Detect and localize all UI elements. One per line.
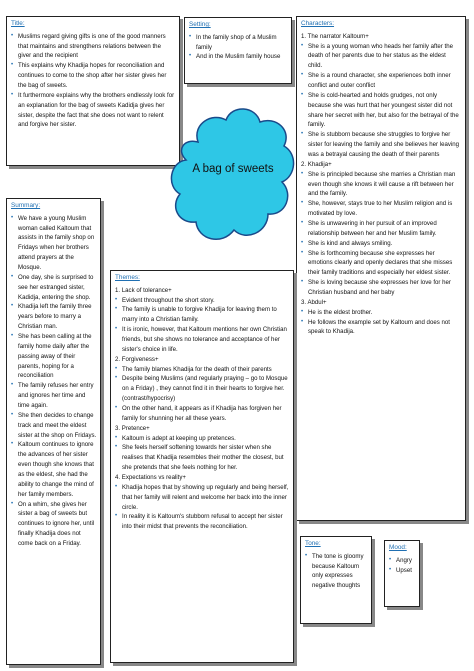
bullet-icon: • <box>115 326 118 333</box>
characters-heading: Characters: <box>301 20 335 27</box>
list-item: • Kaltoum continues to ignore the advances of her sister even though she knows that as the eldest, she had the ability to change the mind of her family members. <box>11 441 94 498</box>
list-item: • On the other hand, it appears as if Khadija has forgiven her family for shunning her all these years. <box>115 405 282 422</box>
bullet-icon: • <box>189 33 192 40</box>
bullet-icon: • <box>301 279 304 286</box>
bullet-icon: • <box>115 434 118 441</box>
list-item: • She then decides to change track and meet the eldest sister at the shop on Fridays. <box>11 411 97 439</box>
bullet-icon: • <box>115 375 118 382</box>
bullet-icon: • <box>115 365 118 372</box>
bullet-icon: • <box>11 214 14 221</box>
bullet-icon: • <box>115 513 118 520</box>
themes-list <box>115 286 289 532</box>
bullet-icon: • <box>11 303 14 310</box>
list-item: • In reality it is Kaltoum's stubborn refusal to accept her sister into their midst that prevents the reconciliation. <box>115 513 283 531</box>
section-label: 2. Forgiveness+ <box>115 355 159 363</box>
cloud-shape <box>168 98 298 256</box>
list-item: • The tone is gloomy because Kaltoum only expresses negative thoughts <box>305 552 364 590</box>
section-label: 3. Pretence+ <box>115 424 150 432</box>
cloud-label: A bag of sweets <box>192 163 274 175</box>
list-item: • She is a round character, she experiences both inner conflict and outer conflict <box>301 72 451 89</box>
bullet-icon: • <box>11 91 14 98</box>
section-label: 2. Khadija+ <box>301 160 332 168</box>
list-item: • Upset <box>389 566 412 574</box>
setting-box <box>184 17 292 84</box>
bullet-icon: • <box>11 62 14 69</box>
list-item: • Khadija left the family three years before to marry a Christian man. <box>11 303 92 331</box>
bullet-icon: • <box>301 91 304 98</box>
summary-box <box>6 198 101 665</box>
bullet-icon: • <box>11 273 14 280</box>
list-item: • This explains why Khadija hopes for reconciliation and continues to come to the shop after her sister gives her the bag of sweets. <box>11 62 167 89</box>
list-item: • She is unwavering in her pursuit of an improved relationship between her and her Muslim family. <box>301 220 437 237</box>
bullet-icon: • <box>115 444 118 451</box>
list-item: • It furthermore explains why the brothers endlessly look for an explanation for the bag of sweets Kadidja gives her sister, despite the fact that she does not want to relent and forgive her sister. <box>11 91 175 129</box>
bullet-icon: • <box>115 306 118 313</box>
section-label: 3. Abdul+ <box>301 298 327 306</box>
list-item: • Angry <box>389 556 412 564</box>
bullet-icon: • <box>115 296 118 303</box>
title-heading: Title: <box>11 20 25 27</box>
bullet-icon: • <box>301 170 304 177</box>
bullet-icon: • <box>301 72 304 79</box>
title-box <box>6 16 180 166</box>
bullet-icon: • <box>11 411 14 418</box>
bullet-icon: • <box>301 42 304 49</box>
bullet-icon: • <box>389 566 392 573</box>
bullet-icon: • <box>301 200 304 207</box>
list-item: • She has been calling at the family home daily after the passing away of their parents, hoping for a reconciliation <box>11 333 92 380</box>
characters-box <box>296 16 466 521</box>
list-item: • Muslims regard giving gifts is one of the good manners that maintains and strengthens relations between the giver and the recipient <box>11 32 166 60</box>
title-list <box>11 32 175 131</box>
bullet-icon: • <box>11 500 14 507</box>
bullet-icon: • <box>11 333 14 339</box>
list-item: • And in the Muslim family house <box>189 53 281 61</box>
characters-list <box>301 32 461 338</box>
list-item: • He follows the example set by Kaltoum and does not speak to Khadija. <box>301 318 450 336</box>
list-item: • Kaltoum is adept at keeping up pretences. <box>115 434 236 442</box>
list-item: • Khadija hopes that by showing up regularly and being herself, that her family will relent and welcome her back into the inner circle. <box>115 483 289 511</box>
bullet-icon: • <box>189 53 192 60</box>
setting-list <box>189 33 287 63</box>
bullet-icon: • <box>301 318 304 325</box>
list-item: • The family is unable to forgive Khadija for leaving them to marry into a Christian family. <box>115 306 277 324</box>
themes-heading: Themes: <box>115 274 140 281</box>
bullet-icon: • <box>301 220 304 227</box>
list-item: • On a whim, she gives her sister a bag of sweets but continues to ignore her, until finally Khadija does not come back on a Friday. <box>11 500 95 548</box>
mood-heading: Mood: <box>389 544 407 551</box>
list-item: • She is kind and always smiling. <box>301 239 393 247</box>
list-item: • She, however, stays true to her Muslim religion and is motivated by love. <box>301 200 453 218</box>
bullet-icon: • <box>115 405 118 411</box>
setting-heading: Setting: <box>189 21 211 28</box>
bullet-icon: • <box>389 556 392 563</box>
tone-box <box>300 536 372 624</box>
summary-list <box>11 214 97 549</box>
list-item: • He is the eldest brother. <box>301 308 373 316</box>
bullet-icon: • <box>115 483 118 490</box>
list-item: • She is cold-hearted and holds grudges, not only because she was hurt that her youngest sister did not share her secret with her, but also for the betrayal of the family. <box>301 91 459 129</box>
list-item: • She is loving because she expresses her love for her Christian husband and her baby <box>301 279 451 297</box>
bullet-icon: • <box>11 32 14 39</box>
list-item: • The family blames Khadija for the death of their parents <box>115 365 272 373</box>
list-item: • She is forthcoming because she expresses her emotions clearly and openly declares that she misses their family traditions and especially her eldest sister. <box>301 249 453 277</box>
summary-heading: Summary: <box>11 202 41 209</box>
bullet-icon: • <box>301 249 304 256</box>
list-item: • She is a young woman who heads her family after the death of her parents due to her status as the eldest child. <box>301 42 453 70</box>
list-item: • She is principled because she marries a Christian man even though she knows it will cause a rift between her and the family. <box>301 170 456 198</box>
list-item: • Despite being Muslims (and regularly praying – go to Mosque on a Friday) , they cannot find it in their hearts to forgive her. (contrast/hypocrisy) <box>115 375 288 403</box>
list-item: • She is stubborn because she struggles to forgive her sister for leaving the family and she believes her leaving was a betrayal causing the death of their parents <box>301 131 460 158</box>
section-label: 1. Lack of tolerance+ <box>115 286 172 294</box>
themes-box <box>110 270 294 663</box>
list-item: • Evident throughout the short story. <box>115 296 215 304</box>
list-item: • One day, she is surprised to see her estranged sister, Kadidja, entering the shop. <box>11 273 94 301</box>
mood-list <box>389 556 415 576</box>
bullet-icon: • <box>305 552 308 559</box>
tone-list <box>305 552 367 591</box>
list-item: • In the family shop of a Muslim family <box>189 33 277 51</box>
list-item: • She feels herself softening towards her sister when she realises that Khadija resembles their mother the closest, but she pretends that she feels nothing for her. <box>115 444 284 472</box>
section-label: 4. Expectations vs reality+ <box>115 474 186 482</box>
bullet-icon: • <box>301 239 304 246</box>
bullet-icon: • <box>11 382 14 389</box>
section-label: 1. The narrator Kaltoum+ <box>301 32 369 40</box>
bullet-icon: • <box>301 308 304 315</box>
mood-box <box>384 540 420 607</box>
list-item: • We have a young Muslim woman called Kaltoum that assists in the family shop on Fridays when her brothers attend prayers at the Mosque. <box>11 214 95 271</box>
tone-heading: Tone: <box>305 540 321 547</box>
list-item: • It is ironic, however, that Kaltoum mentions her own Christian friends, but she shows no tolerance and acceptance of her sister's choice in life. <box>115 326 287 353</box>
list-item: • The family refuses her entry and ignores her time and time again. <box>11 382 94 410</box>
bullet-icon: • <box>301 131 304 138</box>
bullet-icon: • <box>11 441 14 448</box>
